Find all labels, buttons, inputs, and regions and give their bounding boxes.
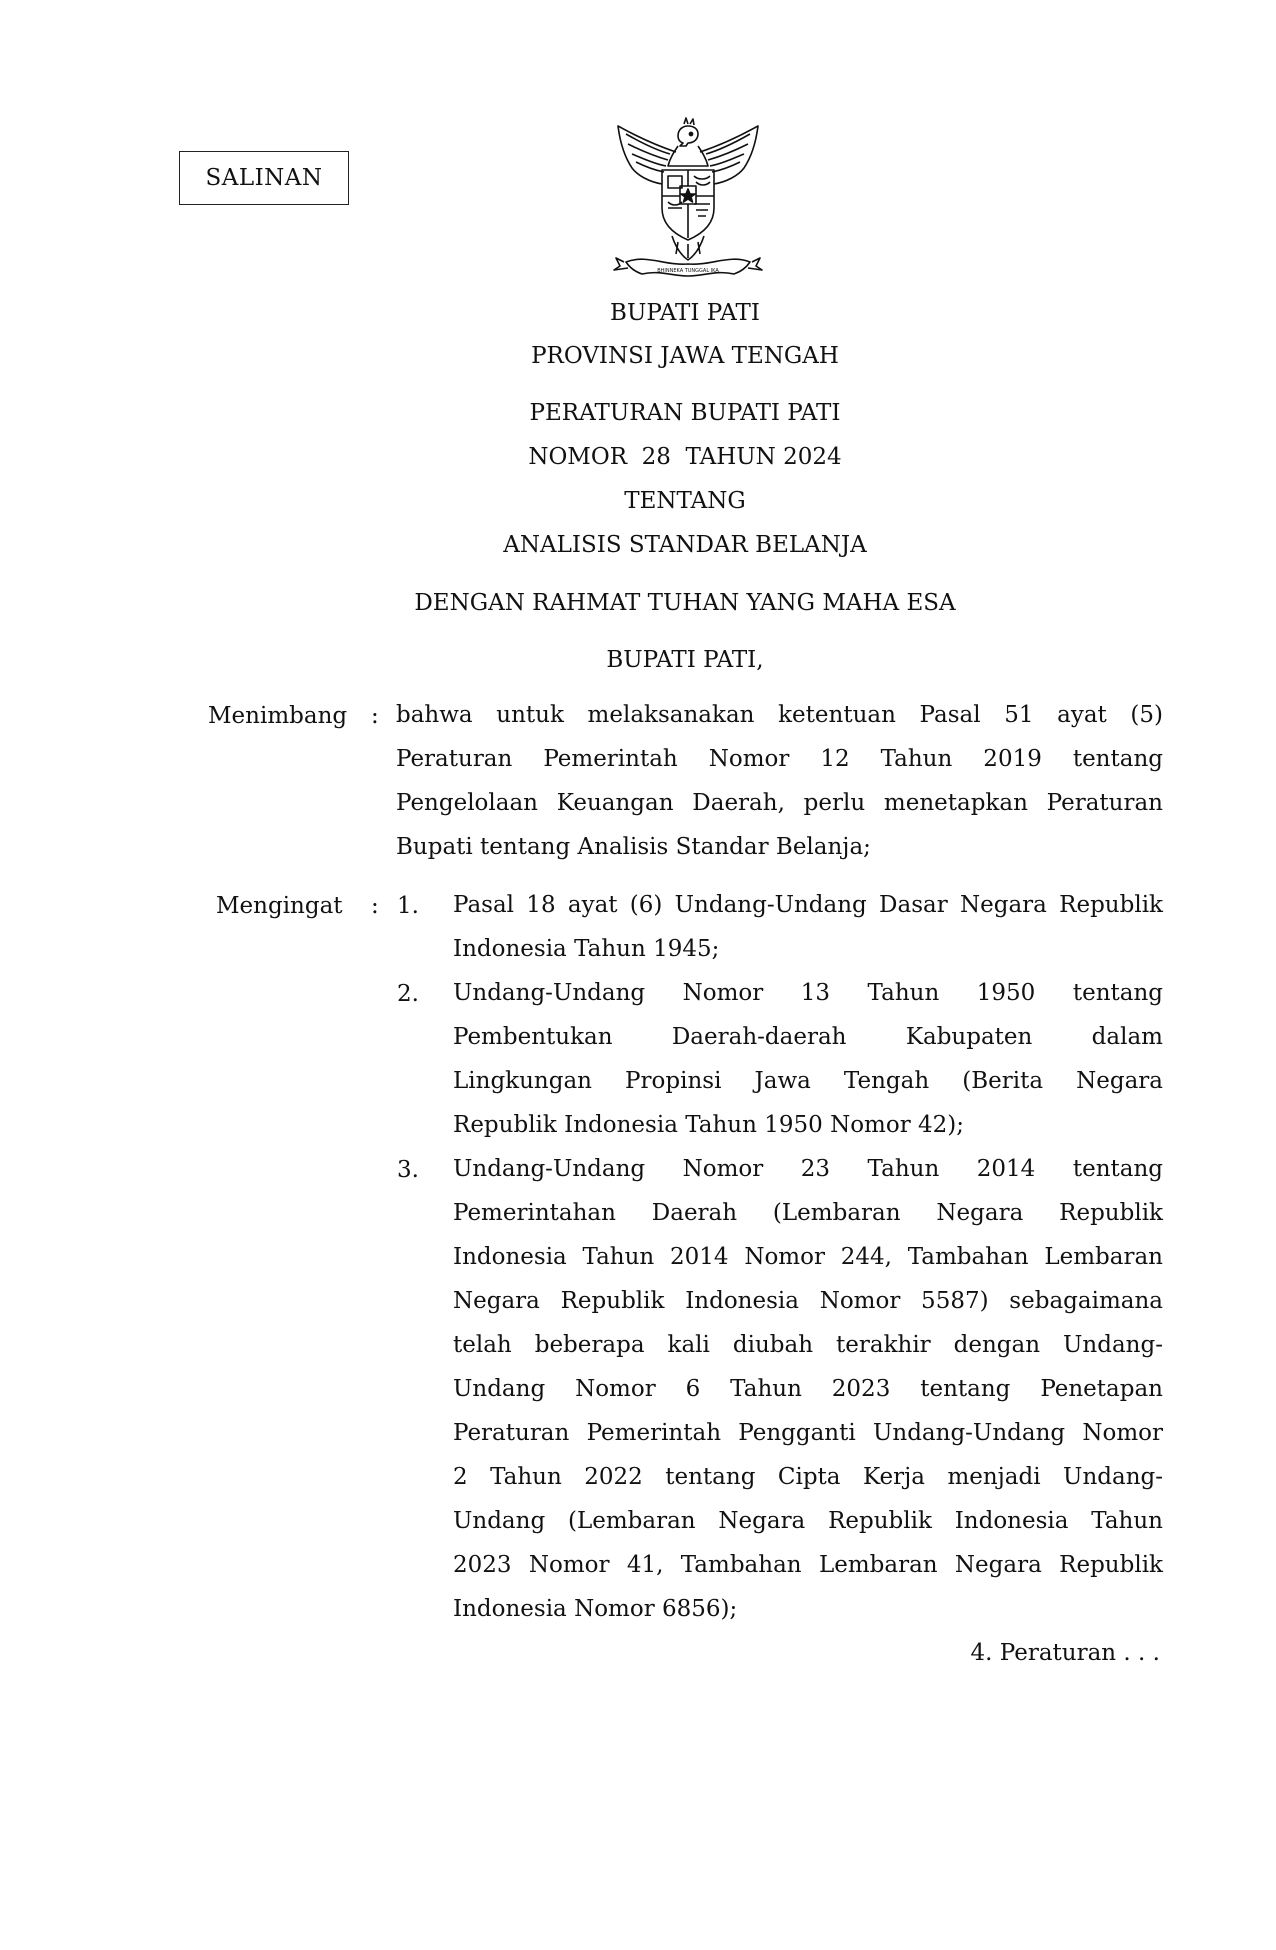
salinan-label: SALINAN [205,165,323,191]
mengingat-line: 2023 Nomor 41, Tambahan Lembaran Negara Republik [453,1552,1163,1578]
menimbang-line: bahwa untuk melaksanakan ketentuan Pasal 51 ayat (5) [396,702,1163,728]
mengingat-line: Lingkungan Propinsi Jawa Tengah (Berita Negara [453,1068,1163,1094]
mengingat-item-number: 2. [397,981,419,1007]
mengingat-line: Indonesia Tahun 2014 Nomor 244, Tambahan Lembaran [453,1244,1163,1270]
mengingat-line: Undang (Lembaran Negara Republik Indonesia Tahun [453,1508,1163,1534]
mengingat-line: Republik Indonesia Tahun 1950 Nomor 42); [453,1112,965,1138]
menimbang-text [396,693,1163,869]
mengingat-line: Indonesia Nomor 6856); [453,1596,738,1622]
garuda-emblem-icon [606,116,770,284]
mengingat-line: Undang Nomor 6 Tahun 2023 tentang Penetapan [453,1376,1163,1402]
mengingat-colon: : [371,893,379,919]
menimbang-line: Pengelolaan Keuangan Daerah, perlu menetapkan Peraturan [396,790,1163,816]
emblem-motto: BHINNEKA TUNGGAL IKA [657,268,719,274]
mengingat-line: Pemerintahan Daerah (Lembaran Negara Republik [453,1200,1163,1226]
mengingat-item-2 [453,971,1163,1147]
menimbang-label: Menimbang [208,703,348,729]
mengingat-item-number: 1. [397,893,419,919]
header-nomor: NOMOR 28 TAHUN 2024 [528,444,842,470]
menimbang-line: Peraturan Pemerintah Nomor 12 Tahun 2019 tentang [396,746,1163,772]
header-judul: ANALISIS STANDAR BELANJA [503,532,867,558]
mengingat-line: telah beberapa kali diubah terakhir dengan Undang- [453,1332,1163,1358]
mengingat-line: Pembentukan Daerah-daerah Kabupaten dalam [453,1024,1163,1050]
header-peraturan: PERATURAN BUPATI PATI [529,400,841,426]
mengingat-line: 2 Tahun 2022 tentang Cipta Kerja menjadi Undang- [453,1464,1163,1490]
menimbang-colon: : [371,703,379,729]
header-bupati: BUPATI PATI [610,300,760,326]
mengingat-label: Mengingat [216,893,343,919]
mengingat-line: Undang-Undang Nomor 13 Tahun 1950 tentang [453,980,1163,1006]
mengingat-item-1 [453,883,1163,971]
salinan-stamp [179,151,349,205]
next-page-reference: 4. Peraturan . . . [970,1640,1160,1666]
mengingat-line: Undang-Undang Nomor 23 Tahun 2014 tentang [453,1156,1163,1182]
mengingat-line: Pasal 18 ayat (6) Undang-Undang Dasar Negara Republik [453,892,1163,918]
mengingat-line: Negara Republik Indonesia Nomor 5587) sebagaimana [453,1288,1163,1314]
mengingat-line: Indonesia Tahun 1945; [453,936,720,962]
menimbang-line: Bupati tentang Analisis Standar Belanja; [396,834,871,860]
header-provinsi: PROVINSI JAWA TENGAH [531,343,839,369]
header-bupati-pati: BUPATI PATI, [606,647,764,673]
mengingat-item-3 [453,1147,1163,1631]
header-rahmat: DENGAN RAHMAT TUHAN YANG MAHA ESA [414,590,956,616]
mengingat-line: Peraturan Pemerintah Pengganti Undang-Undang Nomor [453,1420,1163,1446]
mengingat-item-number: 3. [397,1157,419,1183]
header-tentang: TENTANG [624,488,746,514]
